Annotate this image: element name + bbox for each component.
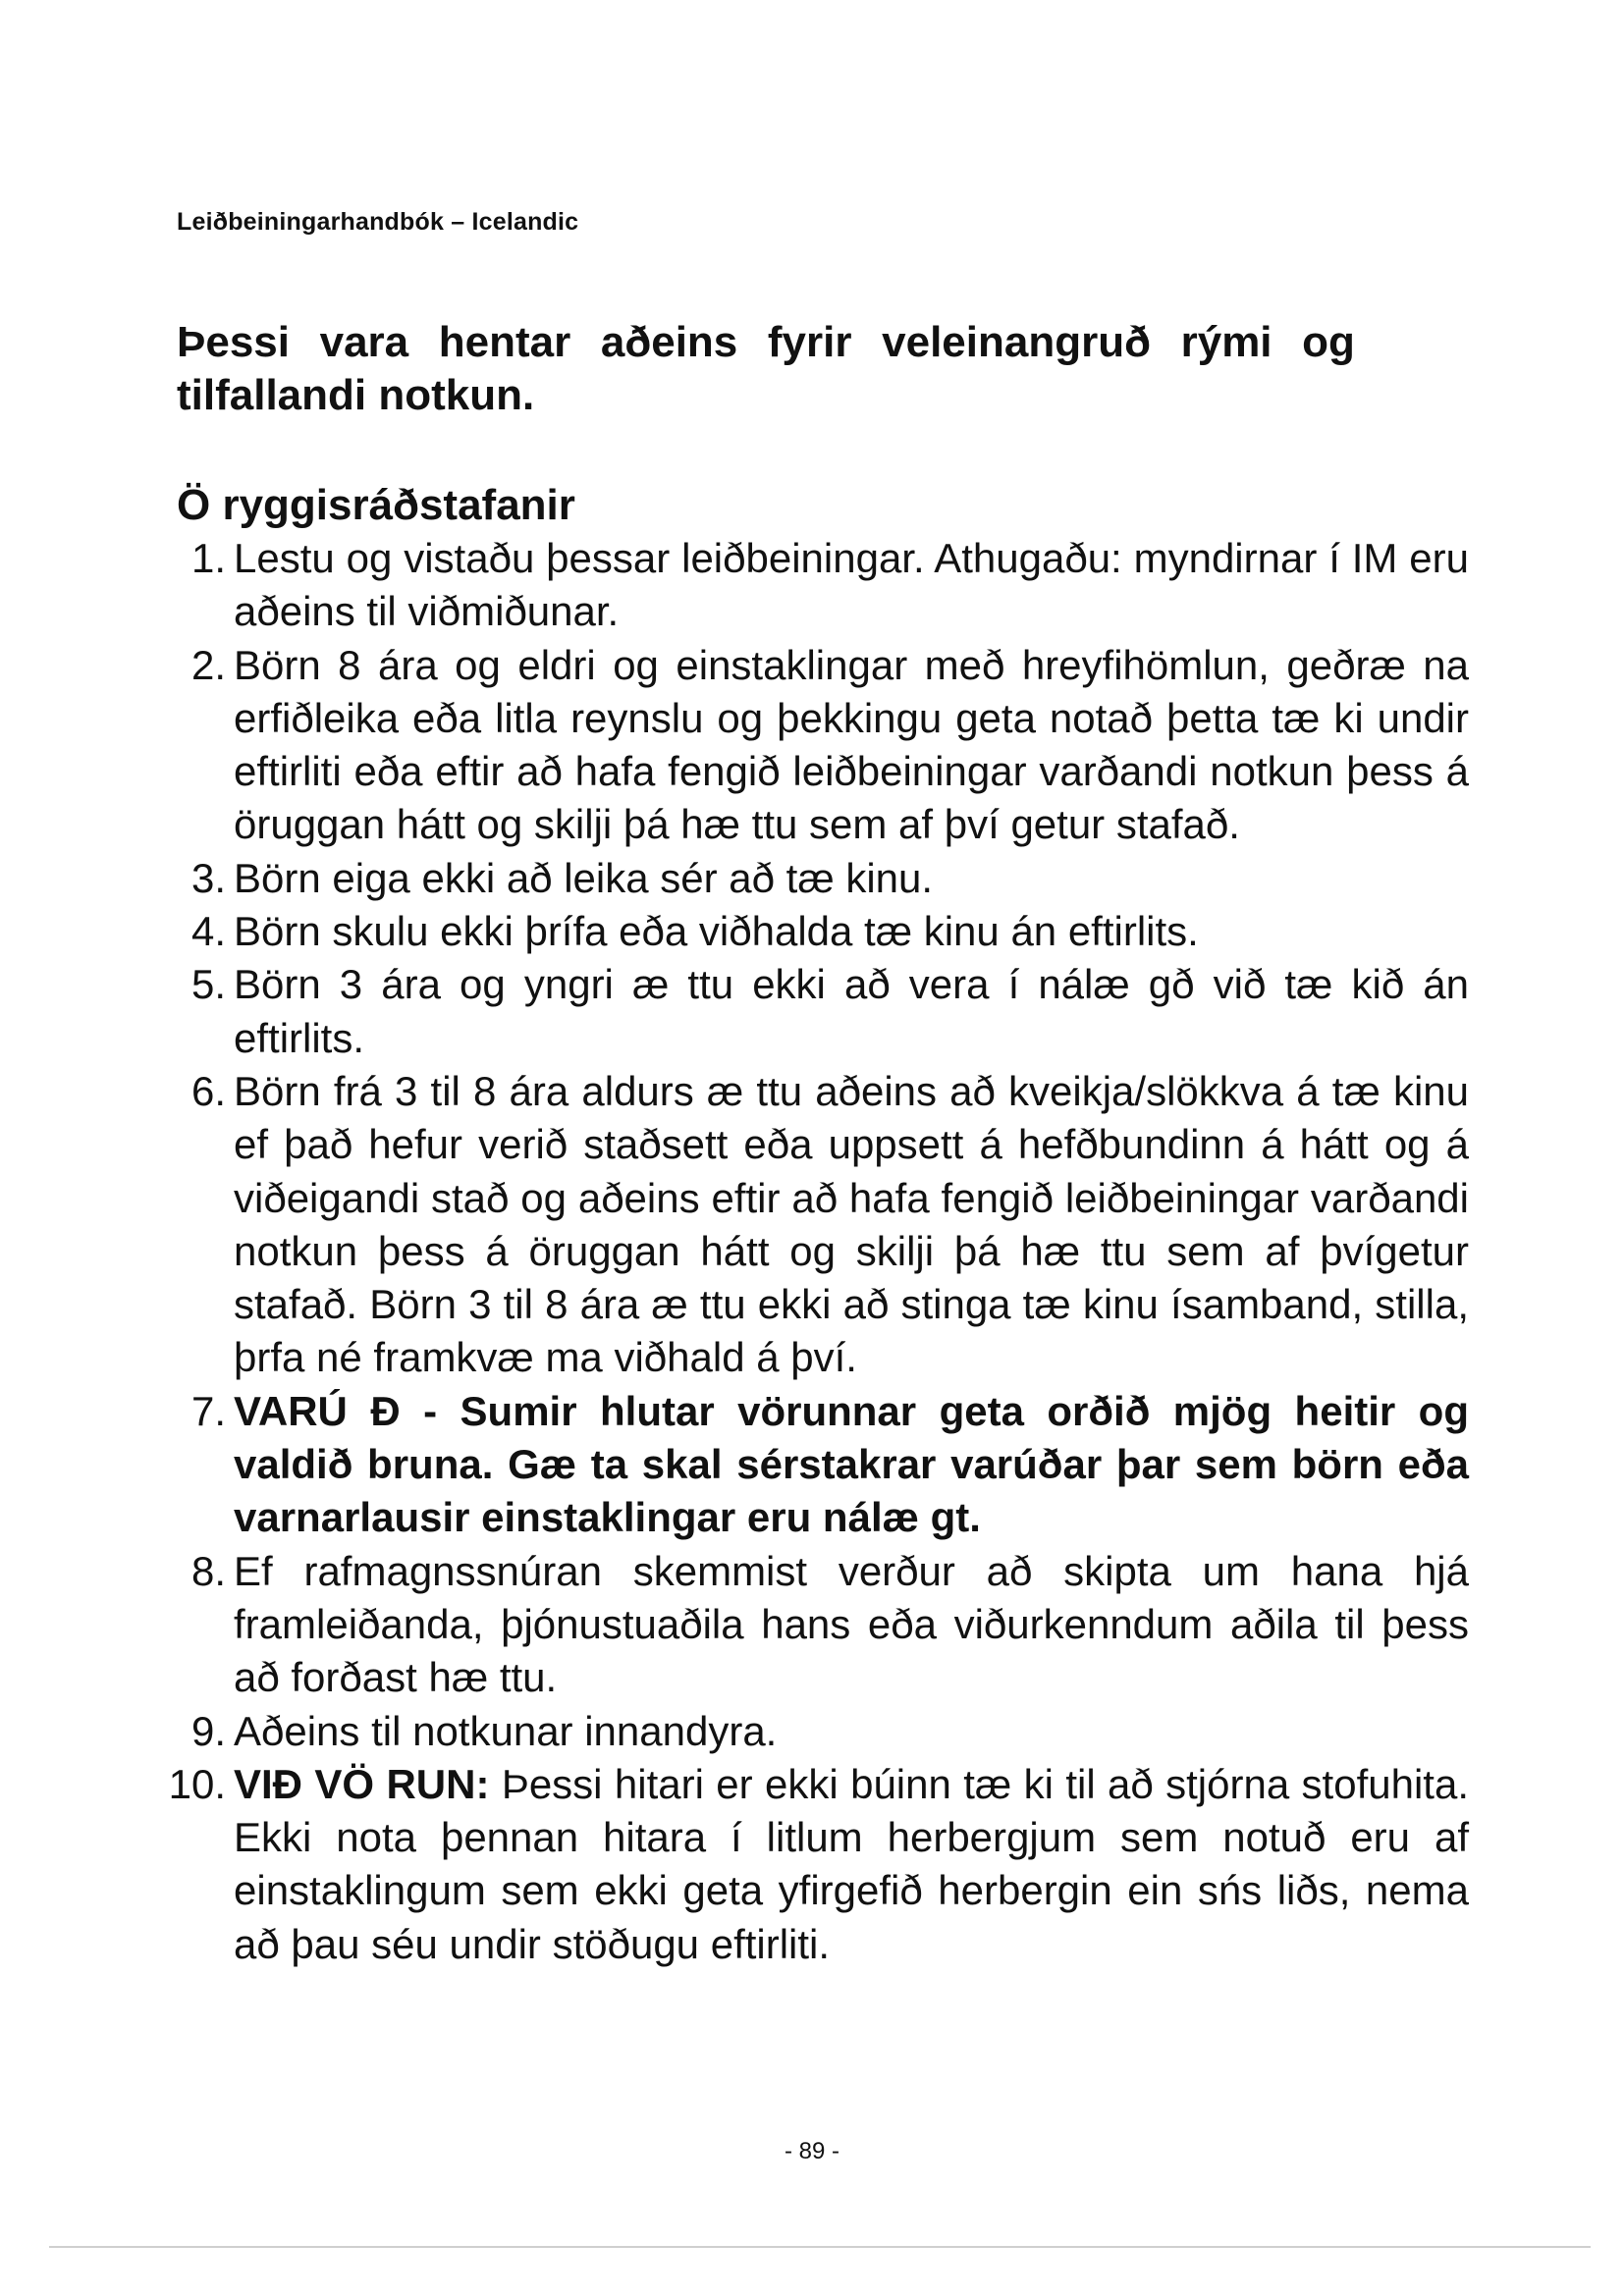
item-number: 2 .	[147, 639, 226, 692]
item-text: Þessi hitari er ekki búinn tæ ki til að stjórna stofuhita. Ekki nota þennan hitara í litlum herbergjum sem notuð eru af einstaklingum sem ekki geta yfirgefið herbergin ein sńs liðs, nema að þau séu undir stöðugu eftirliti.	[234, 1760, 1470, 1967]
intro-word: fyrir	[767, 318, 852, 366]
item-text: Lestu og vistaðu þessar leiðbeiningar. Athugaðu: myndirnar í IM eru aðeins til viðmiðunar.	[234, 535, 1469, 635]
safety-list	[147, 532, 1469, 1971]
item-number: 9 .	[147, 1705, 226, 1758]
item-text: Ef rafmagnssnúran skemmist verður að skipta um hana hjá framleiðanda, þjónustuaðila hans eða viðurkenndum aðila til þess að forðast hæ ttu.	[234, 1547, 1469, 1701]
intro-notice	[177, 316, 1355, 422]
item-number: 7 .	[147, 1385, 226, 1438]
footer-divider	[49, 2246, 1591, 2248]
item-number: 8 .	[147, 1545, 226, 1598]
item-number: 1 .	[147, 532, 226, 585]
item-text: Börn frá 3 til 8 ára aldurs æ ttu aðeins að kveikja/slökkva á tæ kinu ef það hefur verið staðsett eða uppsett á hefðbundinn á hátt og á viðeigandi stað og aðeins eftir að hafa fengið leiðbeiningar varðandi notkun þess á öruggan hátt og skilji þá hæ ttu sem af þvígetur stafað. Börn 3 til 8 ára æ ttu ekki að stinga tæ kinu ísamband, stilla, þrfa né framkvæ ma viðhald á því.	[234, 1067, 1469, 1381]
list-item	[147, 1545, 1469, 1705]
caution-label: VIÐ VÖ RUN:	[234, 1760, 490, 1807]
intro-word: vara	[319, 318, 409, 366]
list-item	[147, 1758, 1469, 1971]
item-text: Börn skulu ekki þrífa eða viðhalda tæ kinu án eftirlits.	[234, 908, 1199, 955]
list-item	[147, 852, 1469, 905]
warning-text: VARÚ Ð - Sumir hlutar vörunnar geta orðið mjög heitir og valdið bruna. Gæ ta skal sérstakrar varúðar þar sem börn eða varnarlausir einstaklingar eru nálæ gt.	[234, 1387, 1469, 1541]
section-title: Ö ryggisráðstafanir	[177, 481, 575, 529]
item-number: 5 .	[147, 958, 226, 1011]
list-item	[147, 532, 1469, 639]
item-text-container	[234, 1758, 1469, 1971]
item-text: Aðeins til notkunar innandyra.	[234, 1707, 778, 1754]
list-item	[147, 1705, 1469, 1758]
item-text: Börn 3 ára og yngri æ ttu ekki að vera í nálæ gð við tæ kið án eftirlits.	[234, 961, 1469, 1061]
item-number: 6 .	[147, 1065, 226, 1118]
intro-word: Þessi	[177, 318, 290, 366]
item-text: Börn eiga ekki að leika sér að tæ kinu.	[234, 854, 934, 901]
list-item	[147, 958, 1469, 1065]
document-header: Leiðbeiningarhandbók – Icelandic	[177, 208, 579, 236]
page-number: - 89 -	[784, 2138, 839, 2164]
warning-list-item	[147, 1385, 1469, 1545]
item-number: 4 .	[147, 905, 226, 958]
intro-notice-line-1	[177, 316, 1355, 369]
intro-word: rými	[1180, 318, 1272, 366]
intro-word: hentar	[438, 318, 571, 366]
intro-word: veleinangruð	[882, 318, 1151, 366]
item-number: 10 .	[147, 1758, 226, 1811]
list-item	[147, 1065, 1469, 1385]
item-text: Börn 8 ára og eldri og einstaklingar með hreyfihömlun, geðræ na erfiðleika eða litla reynslu og þekkingu geta notað þetta tæ ki undir eftirliti eða eftir að hafa fengið leiðbeiningar varðandi notkun þess á öruggan hátt og skilji þá hæ ttu sem af því getur stafað.	[234, 641, 1469, 848]
intro-word: og	[1302, 318, 1355, 366]
intro-word: aðeins	[600, 318, 738, 366]
list-item	[147, 905, 1469, 958]
intro-notice-line-2: tilfallandi notkun.	[177, 371, 535, 419]
list-item	[147, 639, 1469, 852]
item-number: 3 .	[147, 852, 226, 905]
